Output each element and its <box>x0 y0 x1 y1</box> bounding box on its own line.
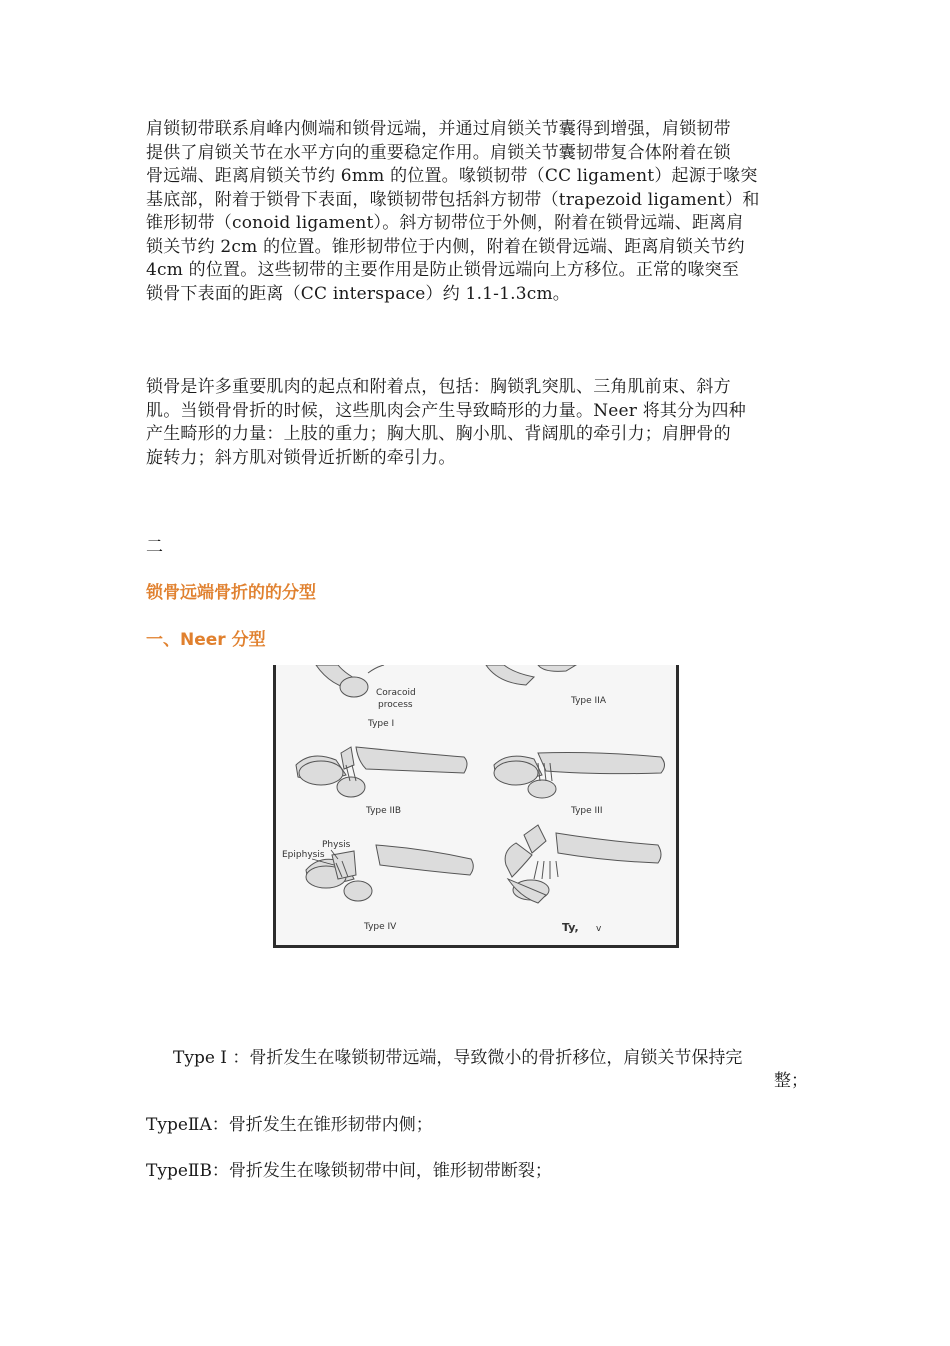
type-iia-description: TypeⅡA：骨折发生在锥形韧带内侧； <box>146 1115 433 1135</box>
paragraph-ligaments <box>146 118 806 306</box>
text-line: 旋转力；斜方肌对锁骨近折断的牵引力。 <box>146 447 456 468</box>
paragraph-muscles <box>146 376 806 470</box>
label-type-iia: Type IIA <box>571 696 606 706</box>
fracture-illustration <box>276 665 676 945</box>
label-type-iii: Type III <box>571 806 603 816</box>
text-line: 锥形韧带（conoid ligament）。斜方韧带位于外侧，附着在锁骨远端、距离肩 <box>146 213 744 233</box>
label-type-iib: Type IIB <box>366 806 402 816</box>
type-iib-drawing <box>296 747 467 797</box>
label-process: process <box>378 700 413 710</box>
label-type-iv: Type IV <box>364 922 397 932</box>
label-epiphysis: Epiphysis <box>282 850 325 860</box>
type-iii-drawing <box>494 753 665 799</box>
type-i-drawing <box>316 665 384 697</box>
subsection-heading: 一、Neer 分型 <box>146 630 266 650</box>
text-line: 锁关节约 2cm 的位置。锥形韧带位于内侧，附着在锁骨远端、距离肩锁关节约 <box>146 236 745 257</box>
label-coracoid: Coracoid <box>376 688 416 698</box>
type-i-description: Type Ⅰ ：骨折发生在喙锁韧带远端，导致微小的骨折移位，肩锁关节保持完 <box>173 1048 743 1068</box>
text-line: 锁骨下表面的距离（CC interspace）约 1.1-1.3cm。 <box>146 283 571 304</box>
neer-classification-figure <box>273 665 679 948</box>
section-heading: 锁骨远端骨折的的分型 <box>146 583 316 603</box>
text-line: 提供了肩锁关节在水平方向的重要稳定作用。肩锁关节囊韧带复合体附着在锁 <box>146 142 731 163</box>
label-type-v-suffix: v <box>596 924 602 934</box>
type-iia-drawing <box>486 665 576 685</box>
text-line: 产生畸形的力量：上肢的重力；胸大肌、胸小肌、背阔肌的牵引力；肩胛骨的 <box>146 424 731 444</box>
section-number: 二 <box>146 537 163 557</box>
label-physis: Physis <box>322 840 351 850</box>
type-iv-drawing <box>306 845 473 901</box>
text-line: 4cm 的位置。这些韧带的主要作用是防止锁骨远端向上方移位。正常的喙突至 <box>146 260 740 280</box>
text-line: 锁骨是许多重要肌肉的起点和附着点，包括：胸锁乳突肌、三角肌前束、斜方 <box>146 377 731 397</box>
text-line: 基底部，附着于锁骨下表面，喙锁韧带包括斜方韧带（trapezoid ligament）和 <box>146 189 760 210</box>
label-type-i: Type I <box>368 719 395 729</box>
type-v-drawing <box>505 825 661 903</box>
text-line: 骨远端、距离肩锁关节约 6mm 的位置。喙锁韧带（CC ligament）起源于喙突 <box>146 166 758 186</box>
text-line: 肌。当锁骨骨折的时候，这些肌肉会产生导致畸形的力量。Neer 将其分为四种 <box>146 400 746 421</box>
type-i-description-continued: 整； <box>774 1071 808 1091</box>
label-type-v-prefix: Ty, <box>562 921 579 934</box>
type-iib-description: TypeⅡB：骨折发生在喙锁韧带中间，锥形韧带断裂； <box>146 1161 552 1181</box>
text-line: 肩锁韧带联系肩峰内侧端和锁骨远端，并通过肩锁关节囊得到增强，肩锁韧带 <box>146 119 731 139</box>
